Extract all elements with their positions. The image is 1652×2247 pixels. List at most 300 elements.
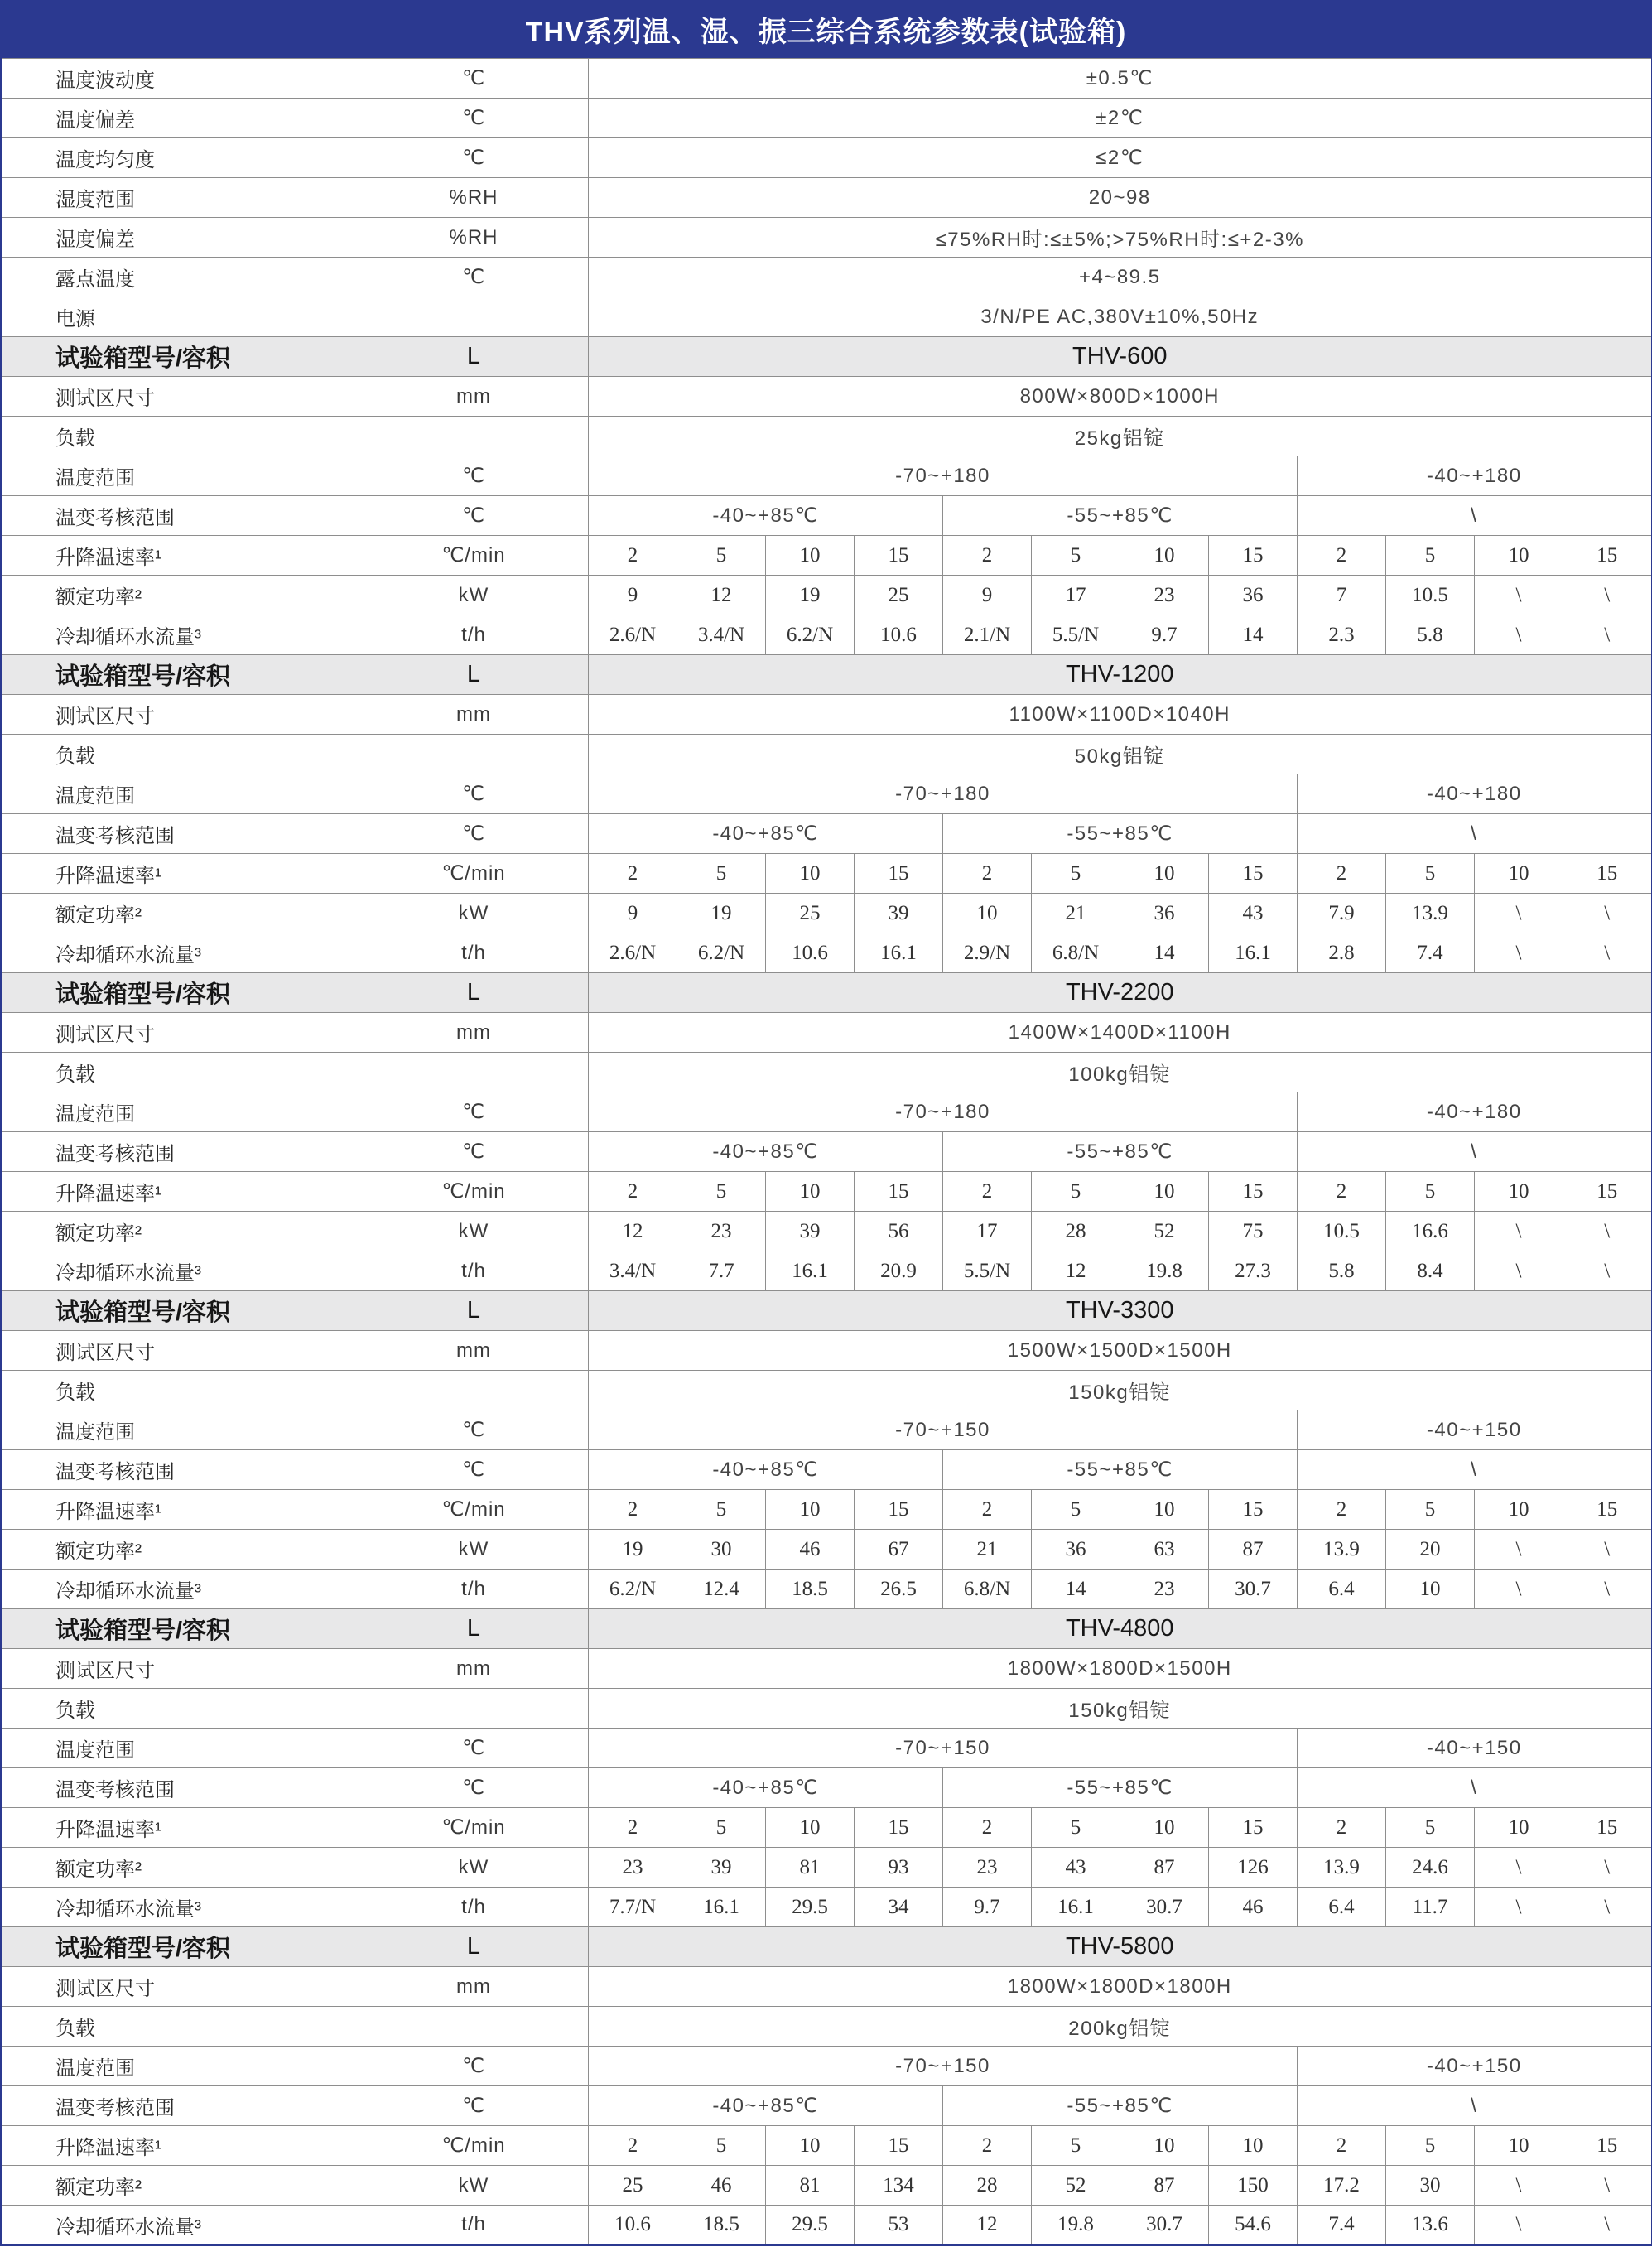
flow-value: 2.6/N bbox=[589, 933, 677, 973]
flow-value: 11.7 bbox=[1386, 1888, 1475, 1927]
model-name: THV-600 bbox=[589, 337, 1652, 377]
rate-value: 2 bbox=[1298, 1490, 1386, 1530]
param-value: 3/N/PE AC,380V±10%,50Hz bbox=[589, 297, 1652, 337]
rate-value: 15 bbox=[1563, 1490, 1652, 1530]
test-range-value: -55~+85℃ bbox=[943, 2086, 1298, 2126]
rate-unit: ℃/min bbox=[359, 2126, 589, 2166]
size-label: 测试区尺寸 bbox=[2, 1649, 359, 1689]
flow-value: \ bbox=[1475, 1251, 1563, 1291]
test-range-unit: ℃ bbox=[359, 1450, 589, 1490]
load-value: 100kg铝锭 bbox=[589, 1053, 1652, 1092]
model-header-row bbox=[2, 1609, 1652, 1649]
power-label: 额定功率² bbox=[2, 1212, 359, 1251]
rate-row bbox=[2, 854, 1652, 894]
flow-unit: t/h bbox=[359, 2206, 589, 2245]
test-range-value: -40~+85℃ bbox=[589, 814, 943, 854]
flow-value: 6.8/N bbox=[943, 1570, 1032, 1609]
temp-range-label: 温度范围 bbox=[2, 1729, 359, 1768]
test-range-value: \ bbox=[1298, 1132, 1652, 1172]
flow-value: 19.8 bbox=[1120, 1251, 1209, 1291]
rate-value: 15 bbox=[855, 1172, 943, 1212]
power-value: 24.6 bbox=[1386, 1848, 1475, 1888]
model-header-label: 试验箱型号/容积 bbox=[2, 1291, 359, 1331]
power-value: 21 bbox=[943, 1530, 1032, 1570]
rate-value: 2 bbox=[589, 1808, 677, 1848]
flow-value: 30.7 bbox=[1209, 1570, 1298, 1609]
load-label: 负载 bbox=[2, 1371, 359, 1410]
flow-value: \ bbox=[1563, 933, 1652, 973]
temp-range-row bbox=[2, 774, 1652, 814]
load-row bbox=[2, 2007, 1652, 2047]
flow-value: 10 bbox=[1386, 1570, 1475, 1609]
size-unit: mm bbox=[359, 1331, 589, 1371]
general-param-row bbox=[2, 258, 1652, 297]
rate-value: 15 bbox=[1209, 1172, 1298, 1212]
flow-value: 3.4/N bbox=[589, 1251, 677, 1291]
temp-range-value: -70~+180 bbox=[589, 1092, 1298, 1132]
rate-value: 5 bbox=[1386, 1808, 1475, 1848]
power-value: 39 bbox=[766, 1212, 855, 1251]
spec-table-body bbox=[2, 59, 1652, 2245]
power-value: 75 bbox=[1209, 1212, 1298, 1251]
rate-value: 5 bbox=[677, 1172, 766, 1212]
model-header-row bbox=[2, 1291, 1652, 1331]
model-name: THV-5800 bbox=[589, 1927, 1652, 1967]
flow-value: 2.1/N bbox=[943, 615, 1032, 655]
power-value: 9 bbox=[943, 576, 1032, 615]
flow-value: 18.5 bbox=[766, 1570, 855, 1609]
power-value: 13.9 bbox=[1298, 1530, 1386, 1570]
test-range-row bbox=[2, 1132, 1652, 1172]
size-row bbox=[2, 1331, 1652, 1371]
power-value: 23 bbox=[943, 1848, 1032, 1888]
flow-value: 9.7 bbox=[1120, 615, 1209, 655]
model-header-unit: L bbox=[359, 655, 589, 695]
power-value: \ bbox=[1563, 1212, 1652, 1251]
flow-value: \ bbox=[1475, 933, 1563, 973]
flow-unit: t/h bbox=[359, 1251, 589, 1291]
rate-value: 2 bbox=[1298, 2126, 1386, 2166]
size-label: 测试区尺寸 bbox=[2, 1013, 359, 1053]
rate-value: 2 bbox=[943, 1490, 1032, 1530]
power-unit: kW bbox=[359, 1530, 589, 1570]
power-value: \ bbox=[1475, 1848, 1563, 1888]
flow-value: 34 bbox=[855, 1888, 943, 1927]
test-range-value: \ bbox=[1298, 1450, 1652, 1490]
flow-value: 27.3 bbox=[1209, 1251, 1298, 1291]
power-value: 9 bbox=[589, 576, 677, 615]
power-value: 19 bbox=[677, 894, 766, 933]
rate-value: 10 bbox=[1120, 2126, 1209, 2166]
flow-label: 冷却循环水流量³ bbox=[2, 1251, 359, 1291]
rate-value: 2 bbox=[943, 854, 1032, 894]
load-unit bbox=[359, 1689, 589, 1729]
flow-row bbox=[2, 1251, 1652, 1291]
flow-value: 5.8 bbox=[1298, 1251, 1386, 1291]
flow-value: 54.6 bbox=[1209, 2206, 1298, 2245]
rate-value: 5 bbox=[677, 536, 766, 576]
rate-value: 15 bbox=[855, 854, 943, 894]
power-value: 13.9 bbox=[1298, 1848, 1386, 1888]
test-range-value: -40~+85℃ bbox=[589, 1450, 943, 1490]
rate-value: 2 bbox=[943, 536, 1032, 576]
temp-range-unit: ℃ bbox=[359, 774, 589, 814]
power-value: 23 bbox=[589, 1848, 677, 1888]
size-row bbox=[2, 1013, 1652, 1053]
rate-value: 5 bbox=[1032, 2126, 1120, 2166]
power-value: 23 bbox=[677, 1212, 766, 1251]
model-header-label: 试验箱型号/容积 bbox=[2, 337, 359, 377]
load-label: 负载 bbox=[2, 2007, 359, 2047]
rate-value: 10 bbox=[766, 1490, 855, 1530]
temp-range-value: -70~+150 bbox=[589, 2047, 1298, 2086]
power-value: 134 bbox=[855, 2166, 943, 2206]
flow-value: 12 bbox=[1032, 1251, 1120, 1291]
rate-row bbox=[2, 2126, 1652, 2166]
rate-value: 2 bbox=[943, 1172, 1032, 1212]
rate-unit: ℃/min bbox=[359, 1808, 589, 1848]
power-value: 19 bbox=[766, 576, 855, 615]
rate-value: 10 bbox=[1209, 2126, 1298, 2166]
general-param-row bbox=[2, 59, 1652, 99]
flow-value: 10.6 bbox=[589, 2206, 677, 2245]
flow-value: \ bbox=[1563, 1570, 1652, 1609]
power-value: 43 bbox=[1209, 894, 1298, 933]
test-range-row bbox=[2, 2086, 1652, 2126]
flow-value: 8.4 bbox=[1386, 1251, 1475, 1291]
rate-value: 10 bbox=[1475, 1172, 1563, 1212]
spec-table bbox=[0, 58, 1652, 2246]
rate-value: 15 bbox=[855, 2126, 943, 2166]
rate-value: 2 bbox=[589, 536, 677, 576]
test-range-row bbox=[2, 1450, 1652, 1490]
model-header-label: 试验箱型号/容积 bbox=[2, 973, 359, 1013]
flow-value: 7.4 bbox=[1386, 933, 1475, 973]
rate-value: 10 bbox=[1475, 854, 1563, 894]
power-value: 87 bbox=[1209, 1530, 1298, 1570]
load-row bbox=[2, 417, 1652, 456]
load-value: 25kg铝锭 bbox=[589, 417, 1652, 456]
rate-value: 15 bbox=[855, 536, 943, 576]
temp-range-row bbox=[2, 2047, 1652, 2086]
power-value: 9 bbox=[589, 894, 677, 933]
rate-row bbox=[2, 536, 1652, 576]
power-row bbox=[2, 2166, 1652, 2206]
temp-range-row bbox=[2, 1092, 1652, 1132]
power-label: 额定功率² bbox=[2, 2166, 359, 2206]
rate-value: 10 bbox=[766, 2126, 855, 2166]
rate-value: 10 bbox=[1120, 1808, 1209, 1848]
flow-row bbox=[2, 615, 1652, 655]
rate-value: 5 bbox=[1386, 854, 1475, 894]
temp-range-row bbox=[2, 1410, 1652, 1450]
flow-value: 16.1 bbox=[855, 933, 943, 973]
flow-value: 16.1 bbox=[1209, 933, 1298, 973]
table-title: THV系列温、湿、振三综合系统参数表(试验箱) bbox=[0, 0, 1652, 58]
power-value: 25 bbox=[589, 2166, 677, 2206]
rate-value: 5 bbox=[1386, 1172, 1475, 1212]
power-value: 52 bbox=[1120, 1212, 1209, 1251]
power-unit: kW bbox=[359, 1848, 589, 1888]
rate-value: 5 bbox=[677, 1490, 766, 1530]
rate-unit: ℃/min bbox=[359, 536, 589, 576]
test-range-value: \ bbox=[1298, 496, 1652, 536]
rate-value: 5 bbox=[677, 854, 766, 894]
size-row bbox=[2, 1967, 1652, 2007]
test-range-label: 温变考核范围 bbox=[2, 1132, 359, 1172]
size-value: 800W×800D×1000H bbox=[589, 377, 1652, 417]
test-range-value: -40~+85℃ bbox=[589, 496, 943, 536]
flow-value: 30.7 bbox=[1120, 2206, 1209, 2245]
power-value: 12 bbox=[589, 1212, 677, 1251]
flow-value: 3.4/N bbox=[677, 615, 766, 655]
param-value: ±0.5℃ bbox=[589, 59, 1652, 99]
flow-unit: t/h bbox=[359, 615, 589, 655]
flow-value: \ bbox=[1475, 1570, 1563, 1609]
power-value: 46 bbox=[677, 2166, 766, 2206]
rate-value: 10 bbox=[1475, 1490, 1563, 1530]
rate-value: 2 bbox=[1298, 1172, 1386, 1212]
power-value: 30 bbox=[677, 1530, 766, 1570]
test-range-unit: ℃ bbox=[359, 1768, 589, 1808]
size-row bbox=[2, 1649, 1652, 1689]
flow-value: 2.8 bbox=[1298, 933, 1386, 973]
rate-value: 5 bbox=[1386, 536, 1475, 576]
rate-value: 2 bbox=[589, 854, 677, 894]
rate-value: 10 bbox=[1120, 1172, 1209, 1212]
load-label: 负载 bbox=[2, 417, 359, 456]
test-range-row bbox=[2, 1768, 1652, 1808]
flow-value: 12 bbox=[943, 2206, 1032, 2245]
rate-value: 10 bbox=[1475, 2126, 1563, 2166]
rate-value: 10 bbox=[1120, 854, 1209, 894]
test-range-label: 温变考核范围 bbox=[2, 1768, 359, 1808]
power-unit: kW bbox=[359, 894, 589, 933]
temp-range-unit: ℃ bbox=[359, 1729, 589, 1768]
power-value: \ bbox=[1475, 894, 1563, 933]
power-value: 63 bbox=[1120, 1530, 1209, 1570]
general-param-row bbox=[2, 178, 1652, 218]
rate-value: 15 bbox=[1563, 1808, 1652, 1848]
load-value: 150kg铝锭 bbox=[589, 1371, 1652, 1410]
flow-value: 10.6 bbox=[855, 615, 943, 655]
power-value: 28 bbox=[1032, 1212, 1120, 1251]
flow-unit: t/h bbox=[359, 933, 589, 973]
power-value: 46 bbox=[766, 1530, 855, 1570]
flow-value: 20.9 bbox=[855, 1251, 943, 1291]
general-param-row bbox=[2, 99, 1652, 138]
rate-value: 15 bbox=[1563, 854, 1652, 894]
power-value: 19 bbox=[589, 1530, 677, 1570]
power-value: 17.2 bbox=[1298, 2166, 1386, 2206]
temp-range-value: -40~+150 bbox=[1298, 1729, 1652, 1768]
flow-value: 26.5 bbox=[855, 1570, 943, 1609]
flow-label: 冷却循环水流量³ bbox=[2, 615, 359, 655]
power-value: 30 bbox=[1386, 2166, 1475, 2206]
power-value: \ bbox=[1563, 2166, 1652, 2206]
rate-label: 升降温速率¹ bbox=[2, 1490, 359, 1530]
rate-value: 10 bbox=[766, 1808, 855, 1848]
flow-value: \ bbox=[1475, 1888, 1563, 1927]
size-label: 测试区尺寸 bbox=[2, 1331, 359, 1371]
param-label: 温度波动度 bbox=[2, 59, 359, 99]
param-value: 20~98 bbox=[589, 178, 1652, 218]
size-unit: mm bbox=[359, 1649, 589, 1689]
flow-value: 5.5/N bbox=[1032, 615, 1120, 655]
rate-value: 2 bbox=[589, 1172, 677, 1212]
rate-label: 升降温速率¹ bbox=[2, 1172, 359, 1212]
power-value: 93 bbox=[855, 1848, 943, 1888]
temp-range-label: 温度范围 bbox=[2, 1092, 359, 1132]
flow-value: 12.4 bbox=[677, 1570, 766, 1609]
power-value: 10 bbox=[943, 894, 1032, 933]
rate-value: 15 bbox=[1563, 1172, 1652, 1212]
temp-range-label: 温度范围 bbox=[2, 2047, 359, 2086]
flow-label: 冷却循环水流量³ bbox=[2, 1570, 359, 1609]
param-label: 湿度范围 bbox=[2, 178, 359, 218]
flow-value: \ bbox=[1563, 1251, 1652, 1291]
power-value: 20 bbox=[1386, 1530, 1475, 1570]
general-param-row bbox=[2, 218, 1652, 258]
power-row bbox=[2, 1530, 1652, 1570]
temp-range-label: 温度范围 bbox=[2, 456, 359, 496]
rate-unit: ℃/min bbox=[359, 1490, 589, 1530]
flow-value: 7.7 bbox=[677, 1251, 766, 1291]
power-value: 16.6 bbox=[1386, 1212, 1475, 1251]
param-unit bbox=[359, 297, 589, 337]
flow-value: 23 bbox=[1120, 1570, 1209, 1609]
temp-range-value: -40~+180 bbox=[1298, 1092, 1652, 1132]
temp-range-row bbox=[2, 456, 1652, 496]
power-value: 10.5 bbox=[1386, 576, 1475, 615]
power-value: 56 bbox=[855, 1212, 943, 1251]
load-value: 50kg铝锭 bbox=[589, 735, 1652, 774]
temp-range-value: -70~+180 bbox=[589, 774, 1298, 814]
model-name: THV-2200 bbox=[589, 973, 1652, 1013]
load-value: 150kg铝锭 bbox=[589, 1689, 1652, 1729]
load-unit bbox=[359, 1371, 589, 1410]
load-row bbox=[2, 735, 1652, 774]
flow-value: 6.2/N bbox=[677, 933, 766, 973]
power-value: 126 bbox=[1209, 1848, 1298, 1888]
rate-value: 15 bbox=[1209, 1490, 1298, 1530]
param-value: +4~89.5 bbox=[589, 258, 1652, 297]
rate-value: 5 bbox=[677, 2126, 766, 2166]
size-value: 1500W×1500D×1500H bbox=[589, 1331, 1652, 1371]
flow-value: 16.1 bbox=[1032, 1888, 1120, 1927]
rate-row bbox=[2, 1808, 1652, 1848]
rate-value: 2 bbox=[943, 1808, 1032, 1848]
temp-range-unit: ℃ bbox=[359, 1410, 589, 1450]
power-value: 43 bbox=[1032, 1848, 1120, 1888]
rate-value: 5 bbox=[677, 1808, 766, 1848]
load-label: 负载 bbox=[2, 1053, 359, 1092]
power-value: 81 bbox=[766, 2166, 855, 2206]
model-header-row bbox=[2, 337, 1652, 377]
flow-value: 6.2/N bbox=[589, 1570, 677, 1609]
flow-value: 14 bbox=[1032, 1570, 1120, 1609]
flow-value: \ bbox=[1475, 2206, 1563, 2245]
model-name: THV-4800 bbox=[589, 1609, 1652, 1649]
rate-value: 5 bbox=[1032, 1490, 1120, 1530]
test-range-label: 温变考核范围 bbox=[2, 496, 359, 536]
rate-label: 升降温速率¹ bbox=[2, 536, 359, 576]
rate-value: 15 bbox=[1563, 536, 1652, 576]
temp-range-unit: ℃ bbox=[359, 456, 589, 496]
rate-value: 2 bbox=[1298, 536, 1386, 576]
param-unit: ℃ bbox=[359, 138, 589, 178]
power-value: 36 bbox=[1032, 1530, 1120, 1570]
power-value: \ bbox=[1475, 1212, 1563, 1251]
rate-value: 15 bbox=[855, 1808, 943, 1848]
rate-value: 15 bbox=[1563, 2126, 1652, 2166]
flow-value: 53 bbox=[855, 2206, 943, 2245]
param-label: 露点温度 bbox=[2, 258, 359, 297]
power-value: 28 bbox=[943, 2166, 1032, 2206]
test-range-value: -55~+85℃ bbox=[943, 496, 1298, 536]
power-row bbox=[2, 1212, 1652, 1251]
model-header-unit: L bbox=[359, 973, 589, 1013]
power-value: \ bbox=[1475, 1530, 1563, 1570]
load-label: 负载 bbox=[2, 735, 359, 774]
rate-unit: ℃/min bbox=[359, 1172, 589, 1212]
test-range-value: -55~+85℃ bbox=[943, 1450, 1298, 1490]
test-range-value: -40~+85℃ bbox=[589, 1132, 943, 1172]
model-header-unit: L bbox=[359, 1291, 589, 1331]
rate-value: 5 bbox=[1386, 2126, 1475, 2166]
size-unit: mm bbox=[359, 1013, 589, 1053]
temp-range-value: -40~+180 bbox=[1298, 774, 1652, 814]
temp-range-value: -70~+150 bbox=[589, 1729, 1298, 1768]
test-range-unit: ℃ bbox=[359, 496, 589, 536]
load-row bbox=[2, 1371, 1652, 1410]
rate-value: 10 bbox=[1475, 536, 1563, 576]
power-value: 39 bbox=[677, 1848, 766, 1888]
param-label: 电源 bbox=[2, 297, 359, 337]
test-range-unit: ℃ bbox=[359, 814, 589, 854]
size-label: 测试区尺寸 bbox=[2, 377, 359, 417]
power-value: 12 bbox=[677, 576, 766, 615]
flow-label: 冷却循环水流量³ bbox=[2, 1888, 359, 1927]
model-name: THV-1200 bbox=[589, 655, 1652, 695]
rate-value: 10 bbox=[1120, 1490, 1209, 1530]
param-value: ≤75%RH时:≤±5%;>75%RH时:≤+2-3% bbox=[589, 218, 1652, 258]
param-label: 温度均匀度 bbox=[2, 138, 359, 178]
flow-value: 29.5 bbox=[766, 2206, 855, 2245]
param-unit: ℃ bbox=[359, 99, 589, 138]
model-header-row bbox=[2, 973, 1652, 1013]
flow-value: \ bbox=[1563, 2206, 1652, 2245]
rate-value: 5 bbox=[1032, 536, 1120, 576]
flow-value: 6.4 bbox=[1298, 1570, 1386, 1609]
flow-value: 6.4 bbox=[1298, 1888, 1386, 1927]
flow-value: 14 bbox=[1209, 615, 1298, 655]
general-param-row bbox=[2, 138, 1652, 178]
flow-value: 18.5 bbox=[677, 2206, 766, 2245]
power-value: \ bbox=[1563, 1530, 1652, 1570]
temp-range-label: 温度范围 bbox=[2, 774, 359, 814]
power-value: 13.9 bbox=[1386, 894, 1475, 933]
power-value: 25 bbox=[855, 576, 943, 615]
size-unit: mm bbox=[359, 377, 589, 417]
model-name: THV-3300 bbox=[589, 1291, 1652, 1331]
test-range-unit: ℃ bbox=[359, 2086, 589, 2126]
size-label: 测试区尺寸 bbox=[2, 1967, 359, 2007]
rate-value: 10 bbox=[1475, 1808, 1563, 1848]
load-value: 200kg铝锭 bbox=[589, 2007, 1652, 2047]
model-header-unit: L bbox=[359, 337, 589, 377]
flow-value: 14 bbox=[1120, 933, 1209, 973]
